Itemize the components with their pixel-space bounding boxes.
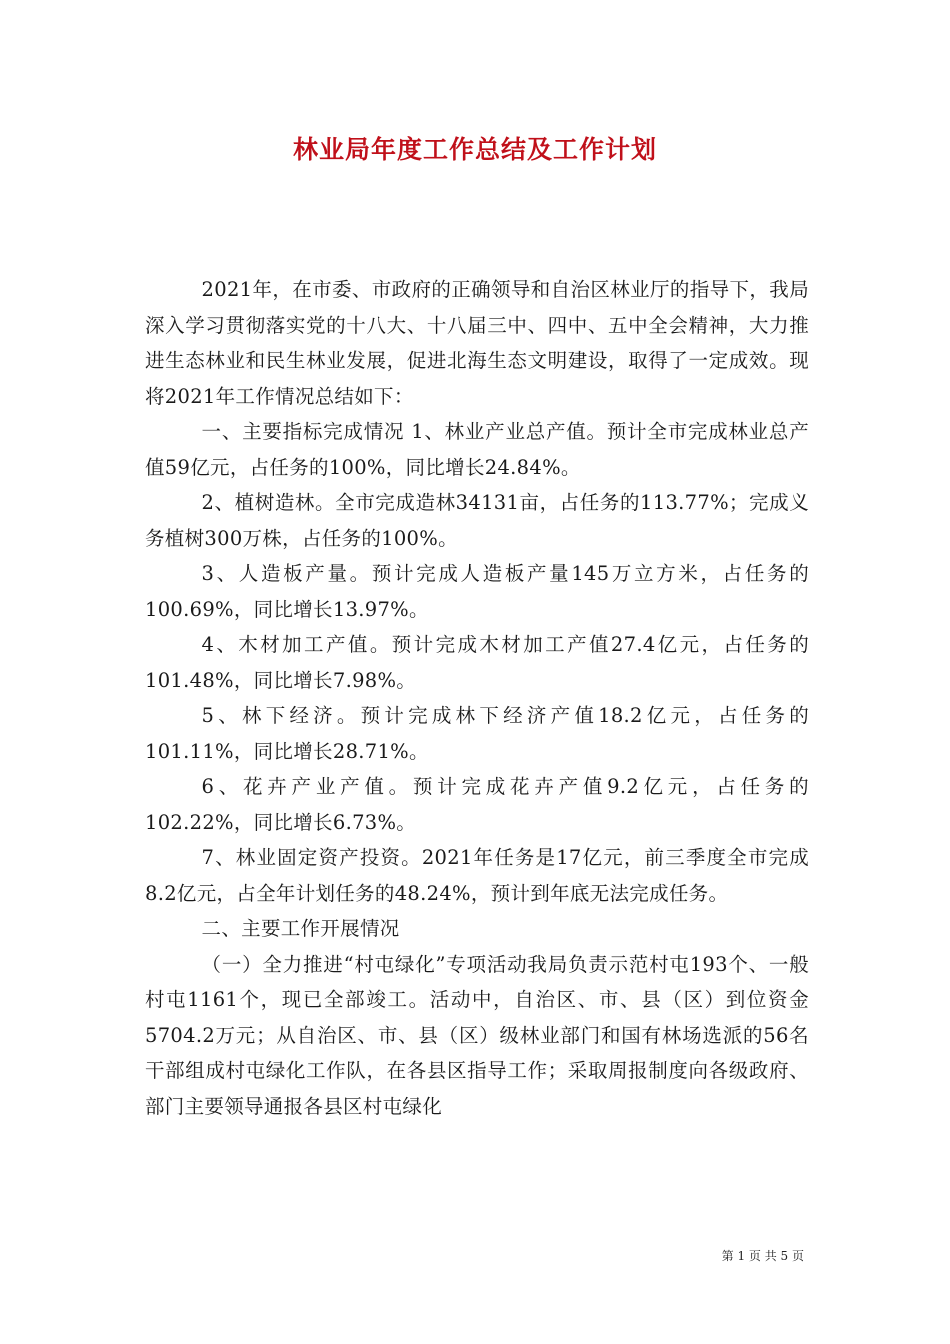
page-number-footer: 第 1 页 共 5 页 — [721, 1249, 804, 1263]
paragraph-indicator-4: 4、木材加工产值。预计完成木材加工产值27.4亿元，占任务的101.48%，同比增长7.98%。 — [145, 633, 809, 692]
document-title: 林业局年度工作总结及工作计划 — [292, 135, 657, 164]
paragraph-indicator-6: 6、花卉产业产值。预计完成花卉产值9.2亿元，占任务的102.22%，同比增长6.73%。 — [145, 775, 809, 834]
document-body — [145, 272, 809, 1124]
paragraph-indicator-2: 2、植树造林。全市完成造林34131亩，占任务的113.77%；完成义务植树300万株，占任务的100%。 — [145, 491, 809, 550]
paragraph-intro: 2021年，在市委、市政府的正确领导和自治区林业厅的指导下，我局深入学习贯彻落实党的十八大、十八届三中、四中、五中全会精神，大力推进生态林业和民生林业发展，促进北海生态文明建设，取得了一定成效。现将2021年工作情况总结如下： — [145, 278, 809, 408]
paragraph-indicator-3: 3、人造板产量。预计完成人造板产量145万立方米，占任务的100.69%，同比增长13.97%。 — [145, 562, 809, 621]
paragraph-indicator-1: 一、主要指标完成情况 1、林业产业总产值。预计全市完成林业总产值59亿元，占任务的100%，同比增长24.84%。 — [145, 420, 809, 479]
paragraph-indicator-5: 5、林下经济。预计完成林下经济产值18.2亿元，占任务的101.11%，同比增长28.71%。 — [145, 704, 809, 763]
paragraph-village-greening: （一）全力推进“村屯绿化”专项活动我局负责示范村屯193个、一般村屯1161个，现已全部竣工。活动中，自治区、市、县（区）到位资金5704.2万元；从自治区、市、县（区）级林业部门和国有林场选派的56名干部组成村屯绿化工作队，在各县区指导工作；采取周报制度向各级政府、部门主要领导通报各县区村屯绿化 — [145, 952, 809, 1118]
section-heading-work: 二、主要工作开展情况 — [201, 917, 400, 940]
paragraph-indicator-7: 7、林业固定资产投资。2021年任务是17亿元，前三季度全市完成8.2亿元，占全年计划任务的48.24%，预计到年底无法完成任务。 — [145, 846, 809, 905]
